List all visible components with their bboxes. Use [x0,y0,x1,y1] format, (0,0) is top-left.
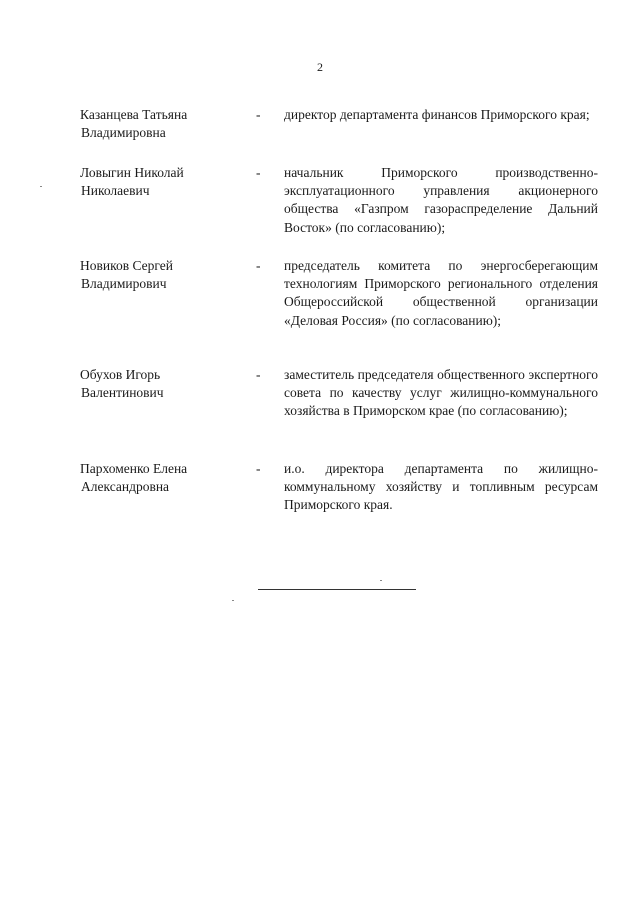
scan-speck [232,600,234,601]
dash: - [256,107,261,122]
person-surname-first: Обухов Игорь [80,367,161,382]
person-surname-first: Пархоменко Елена [80,461,188,476]
person-surname-first: Ловыгин Николай [80,165,184,180]
person-surname-first: Казанцева Татьяна [80,107,188,122]
person-patronymic: Владимирович [81,276,167,291]
person-patronymic: Валентинович [81,385,164,400]
scan-speck [40,186,42,187]
person-name [80,257,230,293]
scan-speck [380,580,382,581]
dash: - [256,461,261,476]
position-description: и.о. директора департамента по жилищно-коммунальному хозяйству и топливным ресурсам Приморского края. [284,461,598,513]
position-description: начальник Приморского производственно-эксплуатационного управления акционерного общества «Газпром газораспределение Дальний Восток» (по согласованию); [284,165,598,235]
position-description: директор департамента финансов Приморского края; [284,107,590,122]
person-name [80,106,230,142]
closing-separator-line [258,589,416,590]
person-name [80,366,230,402]
person-name [80,164,230,200]
dash: - [256,367,261,382]
position-description: председатель комитета по энергосберегающим технологиям Приморского регионального отделения Общероссийской общественной организации «Деловая Россия» (по согласованию); [284,258,598,328]
dash: - [256,165,261,180]
page-number: 2 [317,60,323,74]
person-patronymic: Николаевич [81,183,150,198]
person-surname-first: Новиков Сергей [80,258,173,273]
person-patronymic: Владимировна [81,125,166,140]
person-name [80,460,230,496]
position-description: заместитель председателя общественного экспертного совета по качеству услуг жилищно-коммунального хозяйства в Приморском крае (по согласованию); [284,367,598,419]
dash: - [256,258,261,273]
person-patronymic: Александровна [81,479,170,494]
